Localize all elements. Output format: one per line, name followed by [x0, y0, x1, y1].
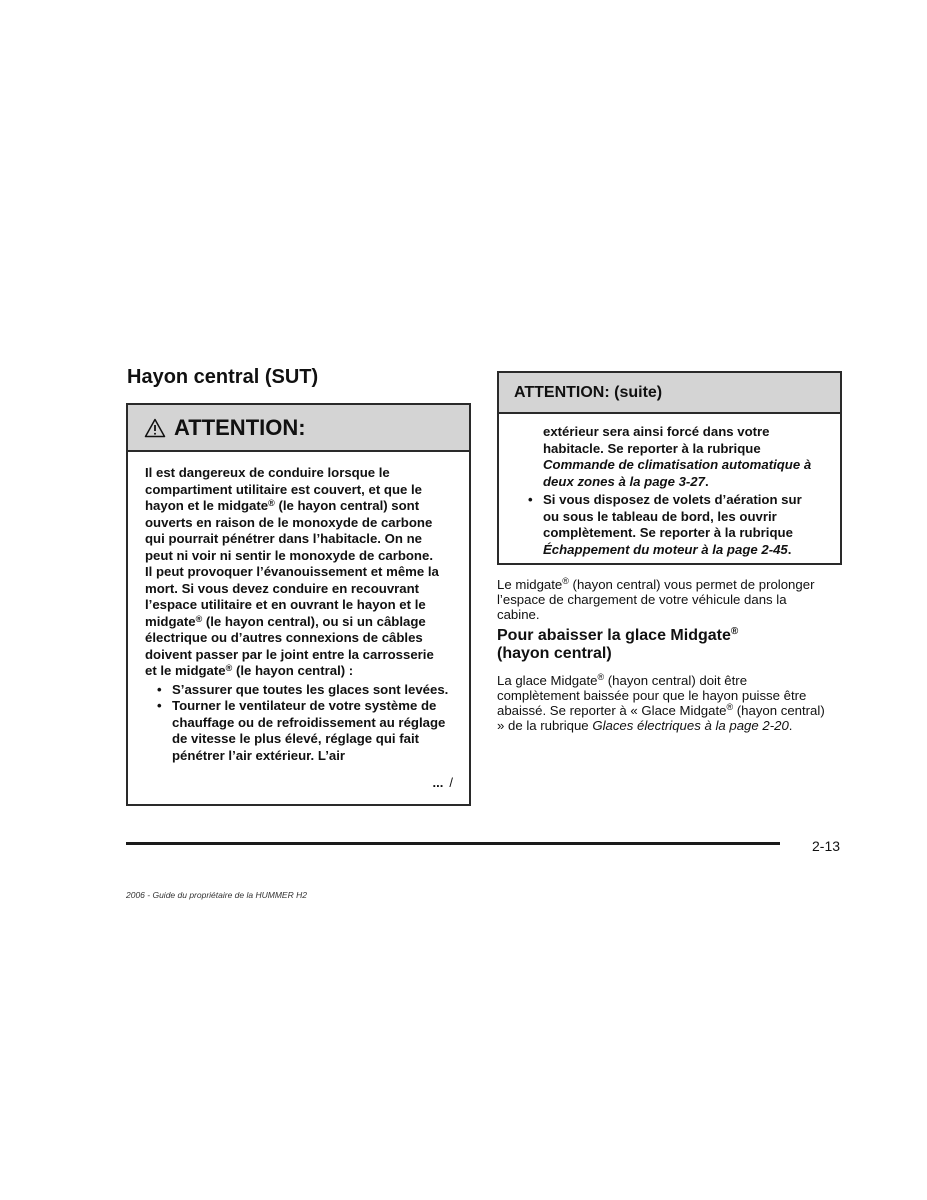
attention-box-header	[128, 405, 469, 452]
attention-intro: Il est dangereux de conduire lorsque le compartiment utilitaire est couvert, et que le hayon et le midgate® (le hayon central) sont ouverts en raison de le monoxyde de carbone qui pourrait pénétrer dans l’habitacle. On ne peut ni voir ni sentir le monoxyde de carbone. Il peut provoquer l’évanouissement et même la mort. Si vous devez conduire en recouvrant l’espace utilitaire et en ouvrant le hayon et le midgate® (le hayon central), ou si un câblage électrique ou d’autres connexions de câbles doivent passer par le joint entre la carrosserie et le midgate® (le hayon central) :	[145, 465, 439, 678]
bullet-item: • Tourner le ventilateur de votre système de chauffage ou de refroidissement au réglage de vitesse le plus élevé, réglage qui fait pénétrer l’air extérieur. L’air	[145, 698, 451, 764]
cross-reference: Glaces électriques à la page 2-20	[592, 718, 789, 733]
attention-continued-box	[497, 371, 842, 565]
footer-rule	[126, 842, 780, 845]
attention-continued-header	[499, 373, 840, 414]
bullet-item: • S’assurer que toutes les glaces sont levées.	[145, 682, 451, 699]
attention-header-label: ATTENTION:	[174, 414, 306, 440]
cross-reference: Commande de climatisation automatique à deux zones à la page 3-27	[543, 457, 812, 489]
section-title: Hayon central (SUT)	[127, 366, 319, 388]
attention-continued-label: ATTENTION: (suite)	[514, 383, 663, 401]
attention-continued-body	[499, 414, 840, 558]
cross-reference: Échappement du moteur à la page 2-45	[543, 541, 788, 557]
attention-bullet-list	[145, 682, 451, 765]
continued-text: extérieur sera ainsi forcé dans votre habitacle. Se reporter à la rubrique Commande de climatisation automatique à deux zones à la page 3-27.	[543, 424, 812, 489]
footer-text: 2006 - Guide du propriétaire de la HUMMER H2	[126, 890, 307, 900]
subheading: Pour abaisser la glace Midgate® (hayon central)	[497, 626, 739, 662]
attention-box-body	[128, 452, 469, 764]
continued-bullet-list	[543, 492, 820, 558]
midgate-paragraph: Le midgate® (hayon central) vous permet de prolonger l’espace de chargement de votre véhicule dans la cabine.	[497, 576, 815, 622]
warning-triangle-icon	[144, 418, 166, 438]
page-number: 2-13	[812, 838, 841, 854]
continued-marker: ... /	[432, 775, 453, 790]
attention-box	[126, 403, 471, 806]
bullet-item: • Si vous disposez de volets d’aération sur ou sous le tableau de bord, les ouvrir complètement. Se reporter à la rubrique Échappement du moteur à la page 2-45.	[543, 492, 820, 558]
lower-glass-paragraph: La glace Midgate® (hayon central) doit être complètement baissée pour que le hayon puisse être abaissé. Se reporter à « Glace Midgate® (hayon central) » de la rubrique Glaces électriques à la page 2-20.	[497, 672, 825, 733]
